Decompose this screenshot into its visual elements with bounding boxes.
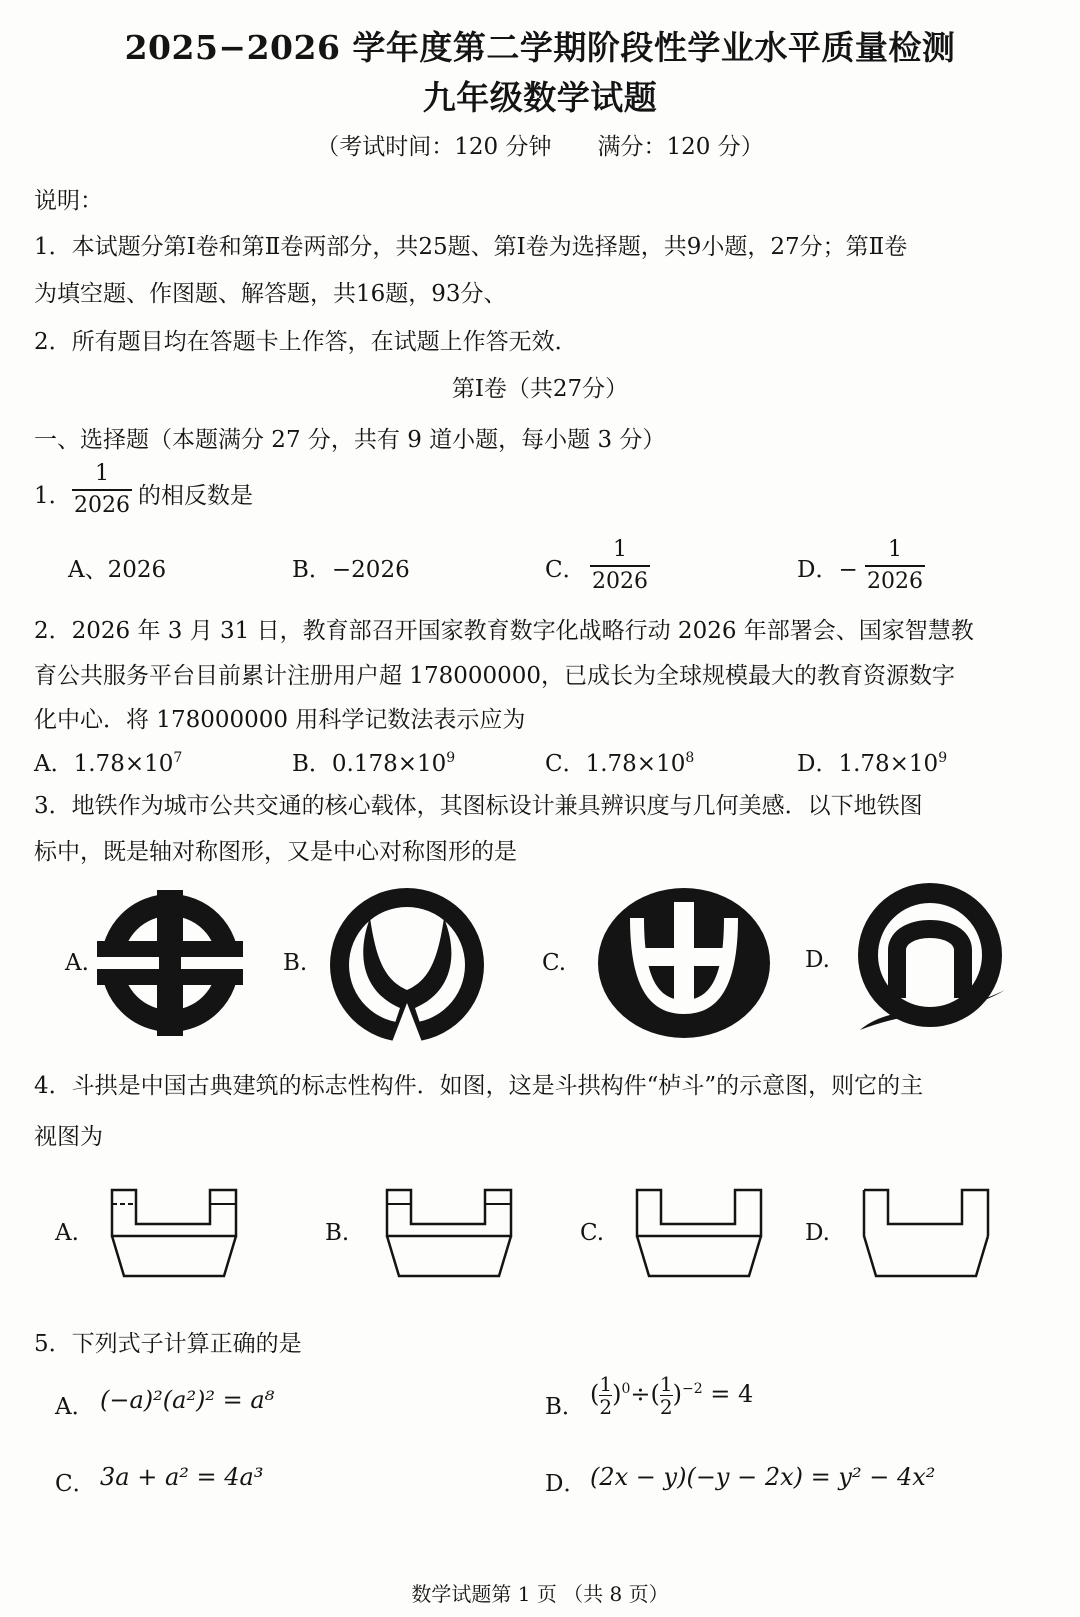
q2-c-exp: 8 [685,750,695,766]
q5-b-num-1: 1 [599,1372,613,1396]
q1-option-c-label: C． [545,557,586,583]
q5-b-num-2: 1 [659,1372,673,1396]
q5-option-a-expr: (−a)²(a²)² = a⁸ [100,1386,275,1414]
q5-b-frac-2 [660,1373,673,1418]
q4-view-c-icon [635,1188,765,1280]
q2-c-base: C．1.78×10 [545,751,686,777]
q4-option-b-label: B. [325,1220,350,1246]
notes-line-1: 1．本试题分第Ⅰ卷和第Ⅱ卷两部分，共25题、第Ⅰ卷为选择题，共9小题，27分；第Ⅱ卷 [34,234,908,260]
q2-b-exp: 9 [446,750,456,766]
q2-option-b [292,745,455,778]
q4-view-a-icon [110,1188,240,1280]
q1-d-den: 2026 [867,569,923,594]
q1-frac-den: 2026 [74,493,130,518]
notes-line-2: 2．所有题目均在答题卡上作答，在试题上作答无效． [34,329,578,355]
q1-option-a: A、2026 [68,557,167,583]
q3-logo-a-icon [95,888,245,1038]
notes-heading: 说明： [34,188,103,214]
q1-stem: 的相反数是 [138,483,253,509]
q5-b-frac-1 [599,1373,612,1418]
exam-subtitle: 九年级数学试题 [422,78,658,117]
q5-b-exp-2: −2 [682,1381,703,1397]
q3-logo-c-icon [598,888,770,1038]
q5-b-den-1: 2 [599,1395,613,1419]
q5-stem: 5．下列式子计算正确的是 [34,1331,302,1357]
q3-logo-b-icon [330,888,485,1043]
q3-option-b-label: B. [283,950,308,976]
q5-option-c-label: C． [55,1471,96,1497]
q1-d-bar [865,565,925,567]
q5-b-den-2: 2 [659,1395,673,1419]
q3-line-1: 3．地铁作为城市公共交通的核心载体，其图标设计兼具辨识度与几何美感．以下地铁图 [34,793,923,819]
part-heading: 一、选择题（本题满分 27 分，共有 9 道小题，每小题 3 分） [34,427,666,453]
q4-view-d-icon [862,1188,992,1280]
q2-b-base: B．0.178×10 [292,751,447,777]
q3-option-d-label: D. [805,947,830,973]
exam-title: 2025−2026 学年度第二学期阶段性学业水平质量检测 [124,28,956,67]
q5-option-b-expr: $(\frac{1}{2})^0\div(\frac{1}{2})^{-2} = 4$ [590,1372,754,1419]
q5-option-b-label: B． [545,1394,585,1420]
q2-a-base: A．1.78×10 [34,751,174,777]
q2-d-base: D．1.78×10 [797,751,939,777]
q1-option-d-fraction [865,536,925,596]
q1-frac-num: 1 [95,461,109,486]
q5-b-exp-1: 0 [621,1381,631,1397]
q5-option-d-expr: (2x − y)(−y − 2x) = y² − 4x² [590,1463,936,1491]
q2-line-3: 化中心．将 178000000 用科学记数法表示应为 [34,707,526,733]
q1-c-num: 1 [613,537,627,562]
q3-option-c-label: C. [542,950,567,976]
page-footer: 数学试题第 1 页 （共 8 页） [411,1582,669,1606]
q2-option-d [797,745,947,778]
q2-line-1: 2．2026 年 3 月 31 日，教育部召开国家教育数字化战略行动 2026 年部署会、国家智慧教 [34,618,974,644]
q2-option-c [545,745,694,778]
q4-view-b-icon [385,1188,515,1280]
q4-line-2: 视图为 [34,1124,103,1150]
q5-b-div: ÷ [630,1380,651,1408]
notes-line-1b: 为填空题、作图题、解答题，共16题，93分、 [34,281,507,307]
q1-option-d-label: D．− [797,557,858,583]
q2-a-exp: 7 [173,750,183,766]
q2-option-a [34,745,182,778]
q4-line-1: 4．斗拱是中国古典建筑的标志性构件．如图，这是斗拱构件“栌斗”的示意图，则它的主 [34,1073,924,1099]
q2-d-exp: 9 [938,750,948,766]
q3-line-2: 标中，既是轴对称图形，又是中心对称图形的是 [34,839,517,865]
q5-option-a-label: A． [55,1394,95,1420]
q1-label: 1． [34,483,72,509]
q4-option-a-label: A. [55,1220,79,1246]
q4-option-d-label: D. [805,1220,830,1246]
q1-option-b: B．−2026 [292,557,410,583]
exam-info: （考试时间：120 分钟 满分：120 分） [316,134,764,160]
q1-option-c-fraction [590,536,650,596]
q1-fraction [72,460,132,520]
q5-option-d-label: D． [545,1471,587,1497]
q3-logo-d-icon [855,880,1010,1035]
q1-d-num: 1 [888,537,902,562]
q2-line-2: 育公共服务平台目前累计注册用户超 178000000，已成长为全球规模最大的教育资源数字 [34,663,956,689]
q3-option-a-label: A. [65,950,89,976]
q1-c-den: 2026 [592,569,648,594]
q5-option-c-expr: 3a + a² = 4a³ [100,1463,264,1491]
q1-frac-bar [72,489,132,491]
q5-b-end: = 4 [702,1380,754,1408]
q4-option-c-label: C. [580,1220,605,1246]
q1-c-bar [590,565,650,567]
section-title: 第Ⅰ卷（共27分） [451,376,629,402]
